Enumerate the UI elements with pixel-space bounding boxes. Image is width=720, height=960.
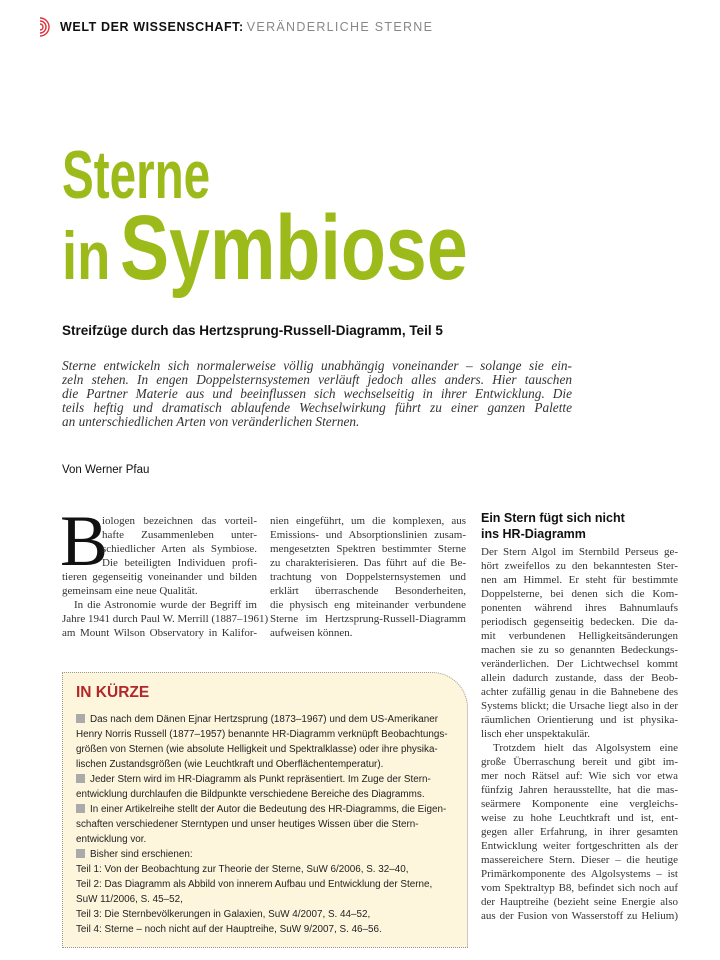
text-line: tieren gegenseitig voneinander und bilden (62, 571, 257, 583)
text-line: gegen aller Erfahrung, in ihrer gesamten (481, 826, 678, 838)
text-line: seärmere Komponente eine vergleichs- (481, 798, 678, 810)
author-byline: Von Werner Pfau (62, 464, 150, 476)
text-line: In die Astronomie wurde der Begriff im (74, 599, 257, 611)
bullet-square-icon (76, 774, 85, 783)
text-line: massereichere Stern. Dieser – die heutige (481, 854, 678, 866)
text-line: mit verbundenen Helligkeitsänderungen (481, 630, 678, 642)
text-line: räumlichen Orientierung und ist physika- (481, 714, 678, 726)
text-line: der Hauptreihe (bezieht seine Energie also (481, 896, 678, 908)
text-line: nen am Himmel. Er steht für bestimmte (481, 574, 678, 586)
text-line: ponenten während ihres Bahnumlaufs (481, 602, 678, 614)
text-line: periodisch gegenseitig bedecken. Die da- (481, 616, 678, 628)
intro-lead (62, 356, 572, 429)
text-line: vom Spektraltyp B8, befindet sich noch auf (481, 882, 678, 894)
title-line-2 (62, 196, 468, 301)
summary-box-body (76, 712, 461, 937)
text-line: die physisch eng miteinander verbundene (270, 599, 466, 611)
text-line: veränderlichen. Der Lichtwechsel kommt (481, 658, 678, 670)
drop-cap: B (60, 501, 109, 581)
bullet-text: In einer Artikelreihe stellt der Autor die Bedeutung des HR-Diagramms, die Eigen- (90, 804, 447, 815)
summary-line: größen von Sternen (wie absolute Helligkeit und Spektralklasse) oder ihre physika- (76, 744, 438, 755)
intro-line: an unterschiedlichen Arten von veränderlichen Sternen. (62, 414, 360, 429)
title-symbiose: Symbiose (119, 197, 468, 299)
body-column-2 (270, 514, 466, 640)
text-line: Emissions- und Absorptionslinien zusam- (270, 529, 466, 541)
text-line: Trotzdem hielt das Algolsystem eine (493, 742, 678, 754)
title-in: in (62, 218, 111, 294)
text-line: Entwicklung weiter fortgeschritten als der (481, 840, 678, 852)
bullet-text: Bisher sind erschienen: (90, 849, 193, 860)
text-line: gemeinsam eine neue Qualität. (62, 585, 198, 597)
intro-line: zeln stehen. In engen Doppelsternsystemen verläuft jedoch alles anders. Hier tauschen (62, 372, 572, 387)
text-line: Doppelsterne, bei denen sich die Kom- (481, 588, 678, 600)
intro-line: Sterne entwickeln sich normalerweise völlig unabhängig voneinander – solange sie ein- (62, 358, 572, 373)
section-label: WELT DER WISSENSCHAFT: (60, 20, 244, 34)
text-line: weise zu hohe Leuchtkraft und ist, ent- (481, 812, 678, 824)
body-column-3 (481, 545, 678, 923)
section-heading-line: ins HR-Diagramm (481, 527, 586, 541)
summary-line: Teil 4: Sterne – noch nicht auf der Hauptreihe, SuW 9/2007, S. 46–56. (76, 924, 382, 935)
text-line: mer noch Rätsel auf: Wie sich vor etwa (481, 770, 678, 782)
bullet-text: Jeder Stern wird im HR-Diagramm als Punkt repräsentiert. Im Zuge der Stern- (90, 774, 431, 785)
summary-line: entwicklung vor. (76, 834, 147, 845)
text-line: Systems blickt; die Ursache liegt also in der (481, 700, 678, 712)
intro-line: die Partner Materie aus und beeinflussen sich wechselseitig in ihrer Entwicklung. Die (62, 386, 572, 401)
text-line: große Überraschung bereit und gibt im- (481, 756, 678, 768)
bullet-square-icon (76, 804, 85, 813)
text-line: fünfzig Jahren herausstellte, hat die mas- (481, 784, 678, 796)
text-line: erklärt überraschende Besonderheiten, (270, 585, 466, 597)
text-line: Primärkomponente des Algolsystems – ist (481, 868, 678, 880)
summary-line: Henry Norris Russell (1877–1957) benannte HR-Diagramm verknüpft Beobachtungs- (76, 729, 448, 740)
running-header (38, 16, 433, 38)
text-line: iologen bezeichnen das vorteil- (102, 515, 257, 527)
text-line: Die beteiligten Individuen profi- (102, 557, 257, 569)
text-line: lisch eher unspektakulär. (481, 728, 591, 740)
text-line: zu charakterisieren. Das führt auf die Be- (270, 557, 466, 569)
text-line: achter zufällig genau in die Bahnebene des (481, 686, 678, 698)
summary-line: lischen Zustandsgrößen (wie Leuchtkraft und Oberflächentemperatur). (76, 759, 384, 770)
text-line: hört zweifellos zu den bekanntesten Ster- (481, 560, 678, 572)
text-line: machen sie zu so genannten Bedeckungs- (481, 644, 678, 656)
subsection-label: VERÄNDERLICHE STERNE (246, 20, 434, 34)
title-line-1: Sterne (62, 137, 211, 213)
intro-line: teils heftig und dramatisch ablaufende Wechselwirkung führt zu einer ganzen Palette (62, 400, 572, 415)
summary-line (76, 802, 461, 817)
text-line: Sterne im Hertzsprung-Russell-Diagramm (270, 613, 466, 625)
text-line: aus der Fusion von Wasserstoff zu Helium) (481, 910, 678, 922)
text-line: Der Stern Algol im Sternbild Perseus ge- (481, 546, 678, 558)
text-line: aufweisen können. (270, 627, 353, 639)
summary-line: schaften verschiedener Sterntypen und unser heutiges Wissen über die Stern- (76, 819, 419, 830)
text-line: allein dadurch zustande, dass der Beob- (481, 672, 678, 684)
text-line: mengesetzten Spektren bestimmter Sterne (270, 543, 466, 555)
summary-line (76, 772, 461, 787)
text-line: hafte Zusammenleben unter- (102, 529, 257, 541)
bullet-square-icon (76, 849, 85, 858)
summary-line: SuW 11/2006, S. 45–52, (76, 894, 183, 905)
text-line: Jahre 1941 durch Paul W. Merrill (1887–1961) (62, 613, 269, 625)
summary-line: Teil 2: Das Diagramm als Abbild von innerem Aufbau und Entwicklung der Sterne, (76, 879, 433, 890)
body-column-1 (60, 501, 269, 640)
bullet-text: Das nach dem Dänen Ejnar Hertzsprung (1873–1967) und dem US-Amerikaner (90, 714, 439, 725)
summary-line (76, 712, 461, 727)
summary-box-heading: IN KÜRZE (76, 684, 150, 701)
text-line: nien eingeführt, um die komplexen, aus (270, 515, 466, 527)
subtitle: Streifzüge durch das Hertzsprung-Russell-Diagramm, Teil 5 (62, 323, 443, 338)
summary-line: Teil 1: Von der Beobachtung zur Theorie der Sterne, SuW 6/2006, S. 32–40, (76, 864, 409, 875)
summary-line: entwicklung durchlaufen die Bildpunkte verschiedene Bereiche des Diagramms. (76, 789, 425, 800)
text-line: am Mount Wilson Observatory in Kalifor- (62, 627, 257, 639)
summary-line (76, 847, 461, 862)
magazine-logo-icon (38, 16, 56, 38)
summary-line: Teil 3: Die Sternbevölkerungen in Galaxien, SuW 4/2007, S. 44–52, (76, 909, 371, 920)
section-heading-line: Ein Stern fügt sich nicht (481, 511, 625, 525)
text-line: schiedlicher Arten als Symbiose. (102, 543, 257, 555)
section-heading (481, 510, 681, 542)
bullet-square-icon (76, 714, 85, 723)
text-line: trachtung von Doppelsternsystemen und (270, 571, 466, 583)
